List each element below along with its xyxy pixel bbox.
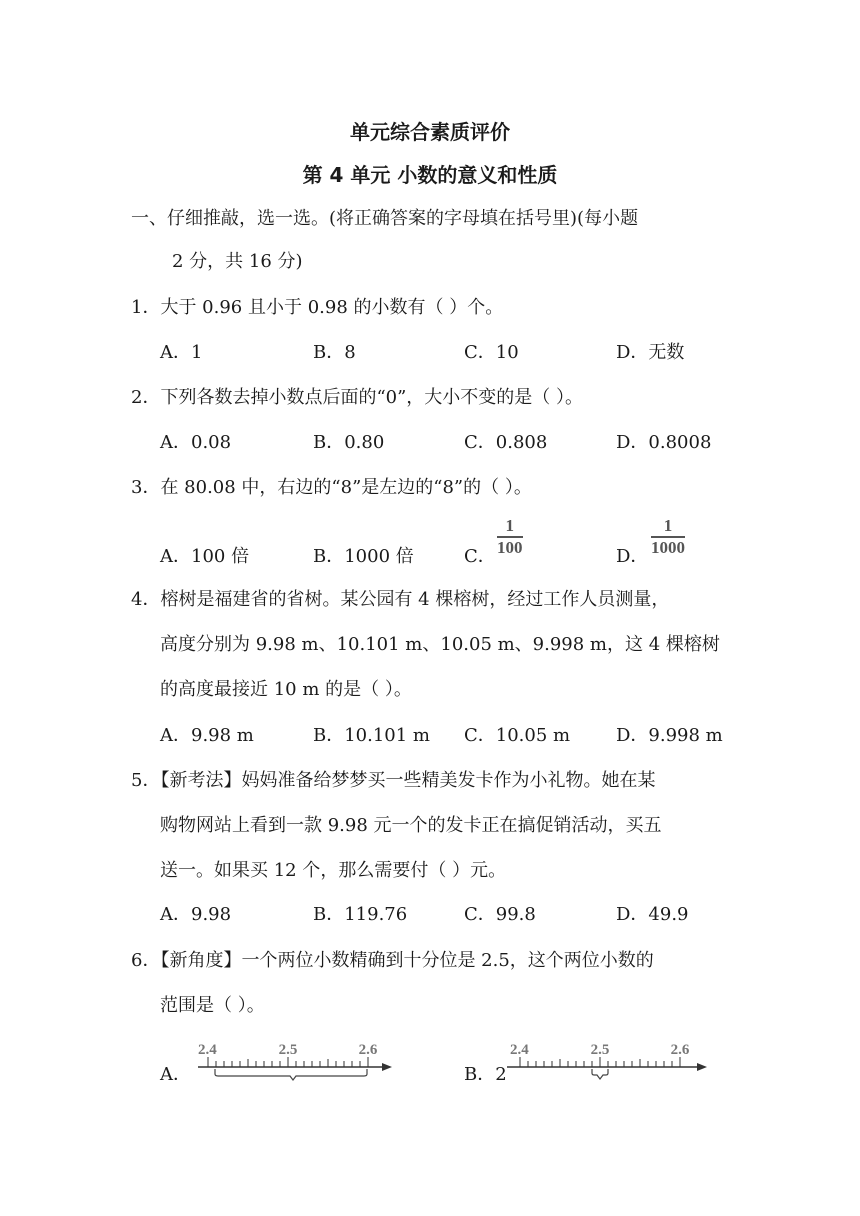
axis-ticks <box>520 1057 680 1067</box>
question-5-line-2: 购物网站上看到一款 9.98 元一个的发卡正在搞促销活动，买五 <box>160 815 662 836</box>
question-6-line-1: 6．【新角度】一个两位小数精确到十分位是 2.5，这个两位小数的 <box>131 950 654 971</box>
section-heading: 一、仔细推敲，选一选。(将正确答案的字母填在括号里)(每小题 <box>131 208 639 229</box>
q3-option-d: D． <box>616 546 649 567</box>
q2-option-c: C．0.808 <box>464 432 548 453</box>
arrow-head <box>697 1063 707 1071</box>
q5-option-a: A．9.98 <box>160 904 232 925</box>
q3-option-a: A．100 倍 <box>160 546 250 567</box>
q3-fraction-c <box>497 517 523 557</box>
axis-label: 2.4 <box>510 1042 529 1058</box>
q1-option-b: B．8 <box>313 342 356 363</box>
q6-number-line-a <box>190 1036 400 1084</box>
axis-ticks <box>208 1057 368 1067</box>
range-brace <box>592 1069 608 1079</box>
q2-option-a: A．0.08 <box>160 432 232 453</box>
question-6-line-2: 范围是（ ）。 <box>160 995 265 1016</box>
q4-option-b: B．10.101 m <box>313 725 430 746</box>
page-title: 单元综合素质评价 <box>350 120 510 144</box>
q6-option-a: A． <box>160 1064 191 1085</box>
axis-label: 2.6 <box>358 1042 378 1058</box>
range-brace <box>215 1069 367 1080</box>
q4-option-d: D．9.998 m <box>616 725 723 746</box>
q1-option-d: D．无数 <box>616 342 685 363</box>
fraction-denominator: 100 <box>497 538 523 557</box>
q2-option-d: D．0.8008 <box>616 432 712 453</box>
axis-label: 2.5 <box>590 1042 610 1058</box>
question-4-line-2: 高度分别为 9.98 m、10.101 m、10.05 m、9.998 m，这 4 棵榕树 <box>160 634 720 655</box>
q3-option-b: B．1000 倍 <box>313 546 414 567</box>
unit-subtitle: 第 4 单元 小数的意义和性质 <box>302 163 558 187</box>
q6-number-line-b <box>505 1036 715 1084</box>
question-2-stem: 2．下列各数去掉小数点后面的“0”，大小不变的是（ ）。 <box>131 387 584 408</box>
question-3-stem: 3．在 80.08 中，右边的“8”是左边的“8”的（ ）。 <box>131 477 532 498</box>
q5-option-d: D．49.9 <box>616 904 689 925</box>
q5-option-c: C．99.8 <box>464 904 536 925</box>
question-5-line-1: 5．【新考法】妈妈准备给梦梦买一些精美发卡作为小礼物。她在某 <box>131 770 656 791</box>
q6-option-b: B．2 <box>464 1064 507 1085</box>
axis-label: 2.4 <box>198 1042 217 1058</box>
q3-option-c: C． <box>464 546 496 567</box>
q3-fraction-d <box>651 517 685 557</box>
arrow-head <box>382 1063 392 1071</box>
fraction-numerator: 1 <box>663 516 673 535</box>
fraction-numerator: 1 <box>505 516 514 535</box>
q1-option-a: A．1 <box>160 342 203 363</box>
question-5-line-3: 送一。如果买 12 个，那么需要付（ ）元。 <box>160 860 507 881</box>
q4-option-a: A．9.98 m <box>160 725 254 746</box>
axis-label: 2.5 <box>278 1042 298 1058</box>
q4-option-c: C．10.05 m <box>464 725 571 746</box>
fraction-denominator: 1000 <box>651 538 685 557</box>
question-4-line-3: 的高度最接近 10 m 的是（ ）。 <box>160 679 412 700</box>
q5-option-b: B．119.76 <box>313 904 408 925</box>
question-1-stem: 1．大于 0.96 且小于 0.98 的小数有（ ）个。 <box>131 297 504 318</box>
q2-option-b: B．0.80 <box>313 432 385 453</box>
axis-label: 2.6 <box>670 1042 690 1058</box>
question-4-line-1: 4．榕树是福建省的省树。某公园有 4 棵榕树，经过工作人员测量， <box>131 589 670 610</box>
section-heading-cont: 2 分，共 16 分) <box>172 251 303 272</box>
q1-option-c: C．10 <box>464 342 519 363</box>
